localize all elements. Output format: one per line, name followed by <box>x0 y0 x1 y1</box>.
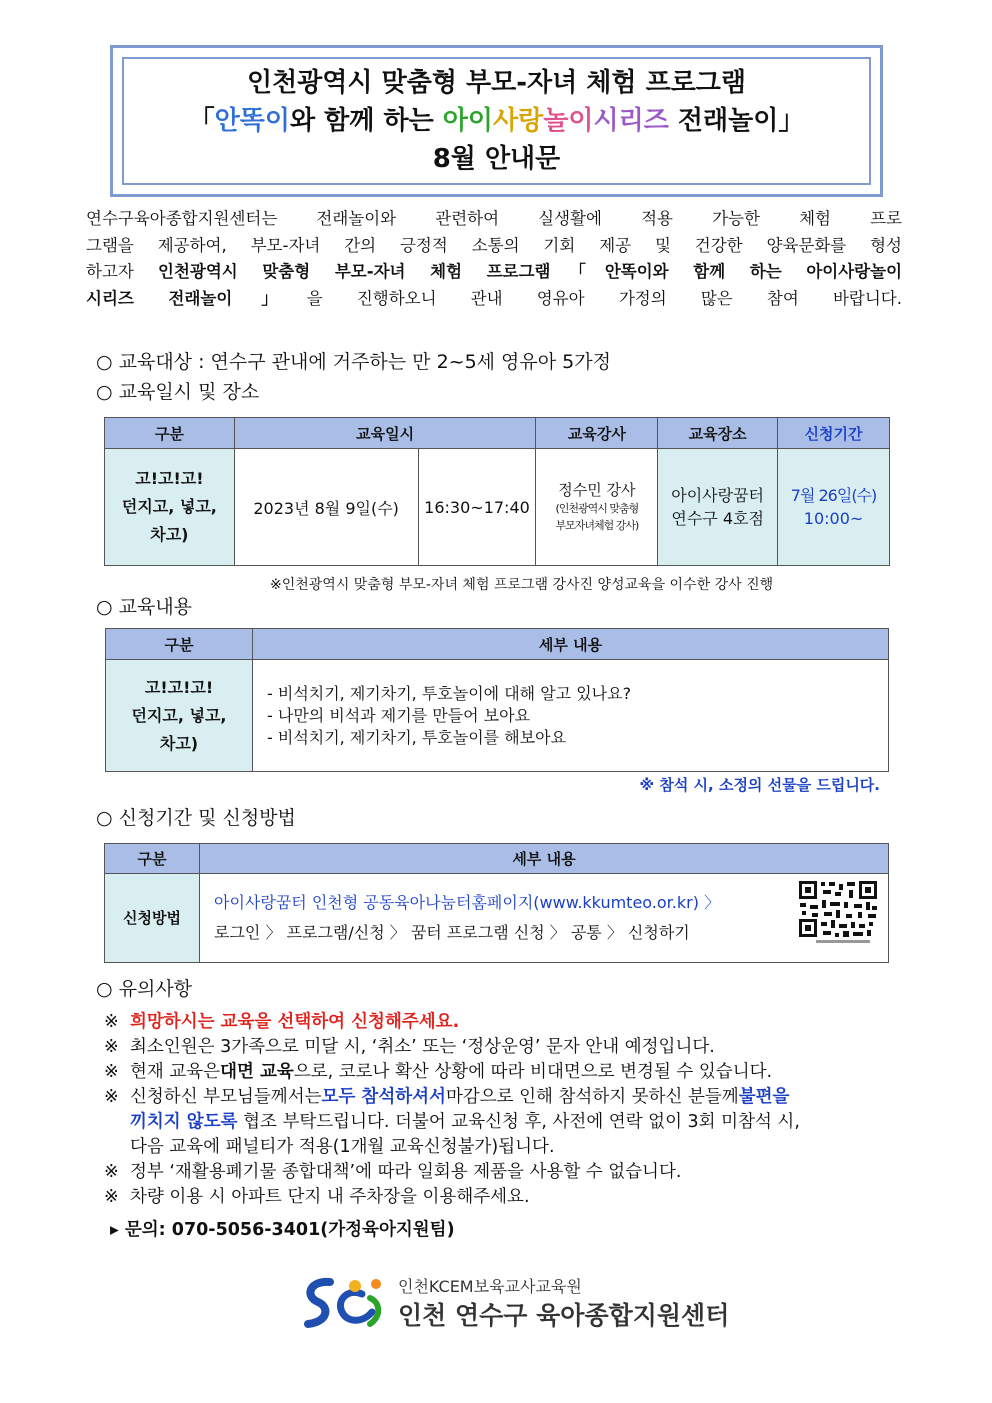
apply-method-line-1[interactable]: 아이사랑꿈터 인천형 공동육아나눔터홈페이지(www.kkumteo.or.kr) 〉 <box>214 893 721 912</box>
note-mark: ※ <box>104 1087 119 1107</box>
schedule-footnote: ※인천광역시 맞춤형 부모-자녀 체험 프로그램 강사진 양성교육을 이수한 강사 진행 <box>270 577 774 593</box>
schedule-instructor-cell <box>536 449 658 566</box>
caution-item <box>104 1060 924 1085</box>
title-bracket-open: 「 <box>188 106 215 136</box>
title-traditional-play: 전래놀이」 <box>668 106 805 136</box>
caution-continuation: 다음 교육에 패널티가 적용(1개월 교육신청불가)됩니다. <box>130 1137 555 1157</box>
note-mark: ※ <box>104 1062 119 1082</box>
schedule-table <box>104 417 890 566</box>
content-category-line-3: 차고) <box>159 733 199 753</box>
title-line-2 <box>189 102 805 140</box>
caution-text-1: 희망하시는 교육을 선택하여 신청해주세요. <box>130 1012 460 1032</box>
apply-header-detail: 세부 내용 <box>200 844 889 874</box>
intro-line-2: 그램을 제공하여, 부모-자녀 간의 긍정적 소통의 기회 제공 및 건강한 양육문화를 형성 <box>86 235 902 255</box>
caution-item <box>104 1185 924 1210</box>
title-andd-oi: 안똑이 <box>214 106 291 136</box>
schedule-date: 2023년 8월 9일(수) <box>234 449 418 566</box>
title-series: 시리즈 <box>593 106 669 136</box>
note-mark: ※ <box>104 1162 119 1182</box>
section-schedule: ○ 교육일시 및 장소 <box>96 381 260 403</box>
caution-text-4e: 끼치지 않도록 <box>130 1112 238 1132</box>
content-header-category: 구분 <box>106 629 253 660</box>
caution-item <box>104 1010 924 1035</box>
contact-info: ▸ 문의: 070-5056-3401(가정육아지원팀) <box>110 1220 455 1240</box>
title-line-1: 인천광역시 맞춤형 부모-자녀 체험 프로그램 <box>246 68 747 98</box>
title-sarang: 사랑 <box>493 106 544 136</box>
section-content: ○ 교육내용 <box>96 596 193 618</box>
center-logo-icon <box>300 1272 392 1334</box>
apply-method-line-2: 로그인 〉 프로그램/신청 〉 꿈터 프로그램 신청 〉 공통 〉 신청하기 <box>214 923 690 942</box>
caution-item <box>104 1160 924 1185</box>
intro-line-3-b: 인천광역시 맞춤형 부모-자녀 체험 프로그램「안똑이와 함께 하는 아이사랑놀이 <box>158 262 903 281</box>
note-mark: ※ <box>104 1187 119 1207</box>
intro-paragraph <box>86 206 902 312</box>
schedule-instructor-name: 정수민 강사 <box>558 481 636 499</box>
schedule-instructor-note-2: 부모자녀체험 강사) <box>555 519 639 532</box>
note-mark: ※ <box>104 1037 119 1057</box>
title-box <box>110 45 883 197</box>
content-detail-cell <box>253 660 889 772</box>
intro-line-4 <box>86 286 902 313</box>
schedule-category-line-3: 차고) <box>150 525 189 544</box>
section-apply: ○ 신청기간 및 신청방법 <box>96 807 296 829</box>
schedule-place-line-2: 연수구 4호점 <box>671 509 764 528</box>
caution-text-3b: 대면 교육 <box>220 1062 294 1082</box>
caution-text-4a: 신청하신 부모님들께서는 <box>130 1087 322 1107</box>
caution-item <box>104 1035 924 1060</box>
gift-note: ※ 참석 시, 소정의 선물을 드립니다. <box>639 776 880 794</box>
schedule-apply-cell <box>778 449 890 566</box>
qr-code-icon[interactable] <box>798 880 878 944</box>
note-mark: ※ <box>104 1012 119 1032</box>
logo-subtitle: 인천KCEM보육교사교육원 <box>398 1277 582 1296</box>
apply-header-category: 구분 <box>105 844 200 874</box>
content-table <box>105 628 889 772</box>
schedule-apply-time: 10:00~ <box>803 509 864 528</box>
caution-text-4b: 모두 참석하셔서 <box>321 1087 446 1107</box>
title-nori: 놀이 <box>543 106 594 136</box>
schedule-header-place: 교육장소 <box>658 418 778 449</box>
title-inner-box <box>122 57 871 185</box>
content-item: - 나만의 비석과 제기를 만들어 보아요 <box>267 705 531 725</box>
intro-line-4-b: 을 진행하오니 관내 영유아 가정의 많은 참여 바랍니다. <box>306 288 902 308</box>
content-category-cell <box>106 660 253 772</box>
schedule-header-datetime: 교육일시 <box>234 418 536 449</box>
section-target: ○ 교육대상 : 연수구 관내에 거주하는 만 2~5세 영유아 5가정 <box>96 351 611 373</box>
schedule-header-instructor: 교육강사 <box>536 418 658 449</box>
caution-text-6: 차량 이용 시 아파트 단지 내 주차장을 이용해주세요. <box>130 1187 530 1207</box>
schedule-time: 16:30~17:40 <box>418 449 536 566</box>
schedule-place-line-1: 아이사랑꿈터 <box>671 486 765 505</box>
schedule-place-cell <box>658 449 778 566</box>
caution-list <box>104 1010 924 1210</box>
title-ai: 아이 <box>442 106 493 136</box>
caution-text-4d: 불편을 <box>738 1087 790 1107</box>
content-item: - 비석치기, 제기차기, 투호놀이에 대해 알고 있나요? <box>267 683 632 703</box>
logo-title: 인천 연수구 육아종합지원센터 <box>398 1301 730 1330</box>
caution-text-3c: 으로, 코로나 확산 상황에 따라 비대면으로 변경될 수 있습니다. <box>293 1062 773 1082</box>
title-with: 와 함께 하는 <box>290 106 443 136</box>
content-category-line-2: 던지고, 넣고, <box>131 705 227 725</box>
caution-text-2: 최소인원은 3가족으로 미달 시, ‘취소’ 또는 ‘정상운영’ 문자 안내 예정입니다. <box>130 1037 715 1057</box>
schedule-category-line-1: 고!고!고! <box>135 469 204 488</box>
content-item: - 비석치기, 제기차기, 투호놀이를 해보아요 <box>267 727 567 747</box>
caution-continuation <box>104 1110 924 1135</box>
intro-line-1: 연수구육아종합지원센터는 전래놀이와 관련하여 실생활에 적용 가능한 체험 프로 <box>86 209 902 228</box>
schedule-header-apply: 신청기간 <box>778 418 890 449</box>
content-category-line-1: 고!고!고! <box>144 677 214 697</box>
center-logo <box>300 1268 730 1338</box>
intro-line-4-a: 시리즈 전래놀이」 <box>86 288 307 308</box>
apply-table <box>104 843 889 963</box>
caution-text-3a: 현재 교육은 <box>130 1062 221 1082</box>
apply-method-cell <box>200 874 889 963</box>
caution-item <box>104 1085 924 1110</box>
title-line-3: 8월 안내문 <box>432 144 561 174</box>
caution-text-4f: 협조 부탁드립니다. 더불어 교육신청 후, 사전에 연락 없이 3회 미참석 시, <box>237 1112 800 1132</box>
schedule-category-cell <box>105 449 235 566</box>
caution-text-4c: 마감으로 인해 참석하지 못하신 분들께 <box>445 1087 739 1107</box>
schedule-apply-date: 7월 26일(수) <box>790 486 877 505</box>
intro-line-3-a: 하고자 <box>86 262 158 281</box>
caution-text-5: 정부 ‘재활용폐기물 종합대책’에 따라 일회용 제품을 사용할 수 없습니다. <box>130 1162 682 1182</box>
schedule-header-category: 구분 <box>105 418 235 449</box>
apply-category-cell: 신청방법 <box>105 874 200 963</box>
intro-line-3 <box>86 259 902 286</box>
schedule-instructor-note-1: (인천광역시 맞춤형 <box>555 502 639 515</box>
section-caution: ○ 유의사항 <box>96 978 193 1000</box>
schedule-category-line-2: 던지고, 넣고, <box>121 497 217 516</box>
content-header-detail: 세부 내용 <box>253 629 889 660</box>
